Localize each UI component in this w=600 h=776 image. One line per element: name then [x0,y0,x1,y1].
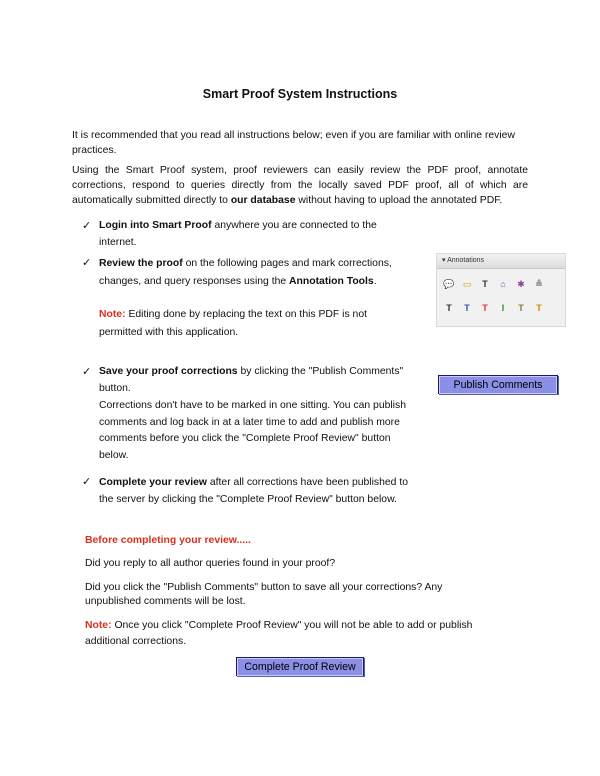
attach-icon[interactable]: ⌂ [500,279,506,289]
intro-paragraph-1: It is recommended that you read all instructions below; even if you are familiar with online review practices. [72,130,515,157]
underline-icon[interactable]: I [501,303,505,313]
strikethrough-icon[interactable]: T [482,303,488,313]
instruction-complete: Complete your review after all corrections have been published to the server by clicking the "Complete Proof Review" button below. [99,477,408,506]
check-icon: ✓ [82,476,92,488]
complete-proof-review-button[interactable] [236,657,364,676]
intro-paragraph-2: Using the Smart Proof system, proof reviewers can easily review the PDF proof, annotate corrections, respond to queries directly from the locally saved PDF proof, all of which are automatically submitted directly to our database without having to upload the annotated PDF. [72,165,528,207]
annotations-panel-header: ▾ Annotations [437,254,565,269]
final-note: Note: Once you click "Complete Proof Review" you will not be able to add or publish additional corrections. [85,620,473,647]
highlight-icon[interactable]: ≗ [535,279,543,289]
text-icon[interactable]: T [482,279,488,289]
replace-text-icon[interactable]: T [464,303,470,313]
before-completing-heading: Before completing your review..... [85,535,251,546]
instruction-review: Review the proof on the following pages and mark corrections, changes, and query responses using the Annotation Tools. [99,258,392,287]
stamp-icon[interactable]: ✱ [517,279,525,289]
question-publish: Did you click the "Publish Comments" button to save all your corrections? Any unpublished comments will be lost. [85,582,443,608]
replace-icon[interactable]: T [518,303,524,313]
sticky-note-icon[interactable]: ▭ [462,279,472,289]
comment-icon[interactable]: 💬 [443,279,455,289]
insert-text-icon[interactable]: T [446,303,452,313]
check-icon: ✓ [82,257,92,269]
check-icon: ✓ [82,366,92,378]
question-queries: Did you reply to all author queries found in your proof? [85,558,336,569]
annotations-panel [436,253,566,327]
check-icon: ✓ [82,220,92,232]
publish-comments-button[interactable] [438,375,558,394]
editing-note: Note: Editing done by replacing the text on this PDF is not permitted with this application. [99,309,367,338]
complete-proof-review-label: Complete Proof Review [237,658,363,676]
publish-comments-label: Publish Comments [439,376,557,394]
page-title: Smart Proof System Instructions [202,87,398,101]
instruction-save: Save your proof corrections by clicking the "Publish Comments" button. Corrections don't have to be marked in one sitting. You can publish comments and log back in at a later time to add and publish more comments before you click the "Complete Proof Review" button below. [99,366,406,462]
add-note-icon[interactable]: T [536,303,542,313]
instruction-login: Login into Smart Proof anywhere you are connected to the internet. [99,220,377,248]
